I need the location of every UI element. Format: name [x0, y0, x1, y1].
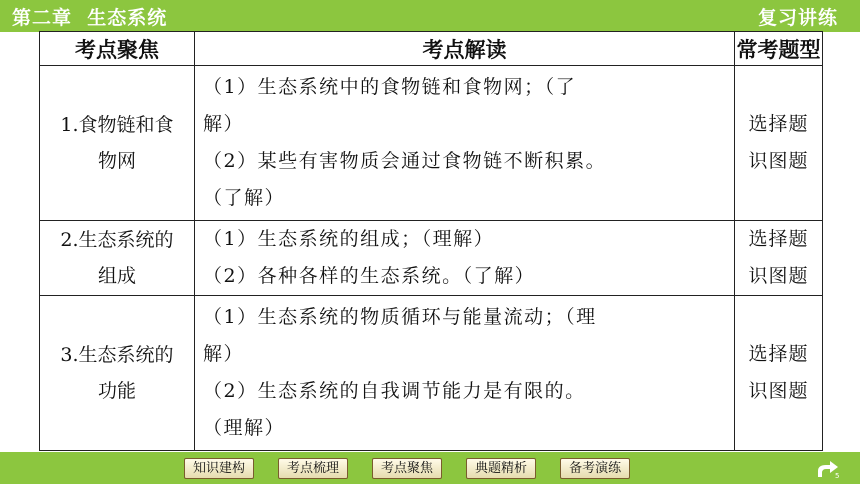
nav-knowledge-structure-button[interactable]: 知识建构 — [184, 458, 254, 479]
focus-cell — [40, 221, 195, 296]
nav-buttons — [184, 458, 630, 479]
types-cell — [735, 221, 823, 296]
interpretation-line: （2）某些有害物质会通过食物链不断积累。 — [203, 150, 607, 172]
interpretation-line: （2）生态系统的自我调节能力是有限的。 — [203, 380, 586, 402]
review-table — [39, 31, 823, 451]
bottom-nav-bar — [0, 452, 860, 484]
focus-line: 3.生态系统的 — [60, 344, 174, 366]
section-tag: 复习讲练 — [757, 7, 838, 29]
nav-exam-outline-button[interactable]: 考点梳理 — [278, 458, 348, 479]
type-line: 识图题 — [748, 150, 809, 172]
type-line: 识图题 — [748, 265, 809, 287]
table-row — [40, 296, 823, 451]
types-cell — [735, 296, 823, 451]
interpretation-cell — [195, 296, 735, 451]
interpretation-line: （2）各种各样的生态系统。（了解） — [203, 265, 536, 287]
focus-cell — [40, 66, 195, 221]
type-line: 选择题 — [748, 113, 809, 135]
interpretation-cell — [195, 221, 735, 296]
interpretation-line: （了解） — [203, 187, 286, 209]
header-interpretation: 考点解读 — [195, 32, 735, 66]
type-line: 选择题 — [748, 343, 809, 365]
interpretation-line: （理解） — [203, 417, 286, 439]
focus-line: 功能 — [97, 380, 136, 402]
type-line: 识图题 — [748, 380, 809, 402]
nav-example-analysis-button[interactable]: 典题精析 — [466, 458, 536, 479]
focus-cell — [40, 296, 195, 451]
table-header-row — [40, 32, 823, 66]
focus-line: 2.生态系统的 — [60, 229, 174, 251]
focus-line: 组成 — [97, 265, 136, 287]
page-number: 5 — [835, 472, 840, 479]
table-row — [40, 66, 823, 221]
interpretation-cell — [195, 66, 735, 221]
table-row — [40, 221, 823, 296]
nav-exam-practice-button[interactable]: 备考演练 — [560, 458, 630, 479]
focus-line: 物网 — [97, 150, 136, 172]
interpretation-line: （1）生态系统的物质循环与能量流动；（理 — [203, 306, 597, 328]
focus-line: 1.食物链和食 — [60, 114, 174, 136]
chapter-title: 第二章 生态系统 — [12, 7, 168, 29]
header-focus: 考点聚焦 — [40, 32, 195, 66]
interpretation-line: 解） — [203, 113, 245, 135]
interpretation-line: （1）生态系统中的食物链和食物网；（了 — [203, 76, 577, 98]
interpretation-line: （1）生态系统的组成；（理解） — [203, 228, 495, 250]
share-arrow-icon[interactable] — [816, 457, 840, 479]
type-line: 选择题 — [748, 228, 809, 250]
header-types: 常考题型 — [735, 32, 823, 66]
types-cell — [735, 66, 823, 221]
nav-exam-focus-button[interactable]: 考点聚焦 — [372, 458, 442, 479]
interpretation-line: 解） — [203, 343, 245, 365]
top-bar — [0, 0, 860, 32]
